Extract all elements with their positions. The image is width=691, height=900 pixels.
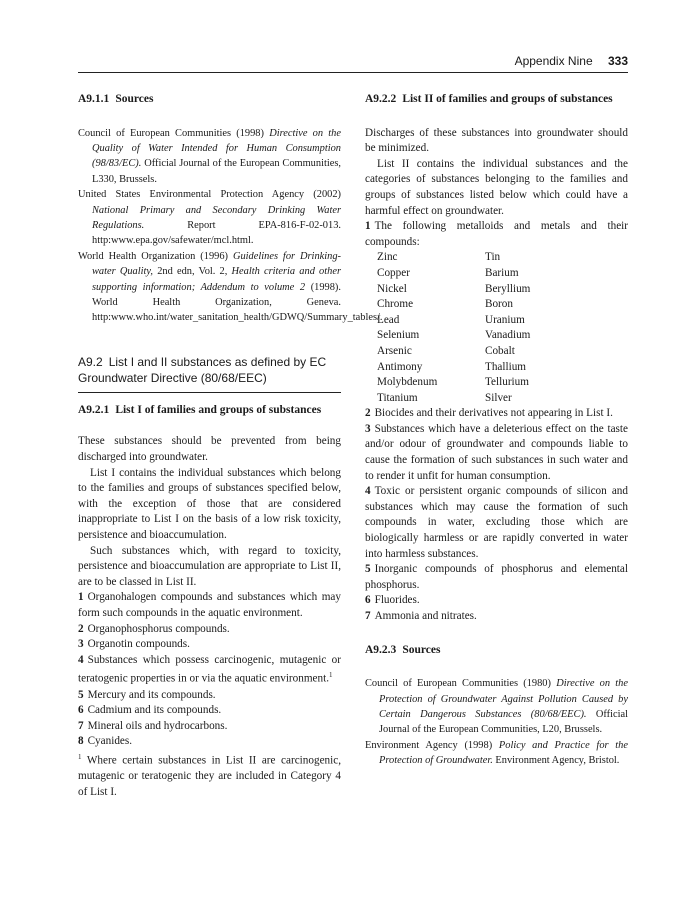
- ref-publisher: Environment Agency, Bristol.: [492, 755, 620, 767]
- right-column: [365, 92, 628, 769]
- item-text: Fluorides.: [374, 594, 420, 607]
- ref-edition: 2nd edn, Vol. 2,: [153, 266, 232, 278]
- list-item: [78, 637, 341, 653]
- list-item: [365, 484, 628, 562]
- item-text: Toxic or persistent organic compounds of silicon and substances which may cause the formation of such compounds in water, excluding those which are biologically harmless or are rapidly converted in water into harmless substances.: [365, 485, 628, 560]
- ref-publisher: Official Journal of the European Communities, L330, Brussels.: [92, 158, 341, 185]
- item-number: 1: [365, 220, 371, 233]
- item-number: 5: [78, 688, 84, 701]
- metal-name: Uranium: [485, 313, 525, 326]
- item-text: Substances which possess carcinogenic, mutagenic or teratogenic properties in or via the aquatic environment.: [78, 653, 341, 686]
- ref-author: Council of European Communities (1998): [78, 127, 270, 139]
- heading-number: A9.2: [78, 354, 103, 369]
- heading-number: A9.2.2: [365, 93, 397, 105]
- item-text: Mercury and its compounds.: [87, 688, 216, 701]
- item-number: 5: [365, 563, 371, 576]
- metal-name: Barium: [485, 266, 519, 279]
- heading-title: List I and II substances as defined by EC Groundwater Directive (80/68/EEC): [78, 354, 327, 385]
- metal-name: Antimony: [377, 360, 423, 373]
- list-item: [365, 562, 628, 593]
- item-text: Substances which have a deleterious effect on the taste and/or odour of groundwater and compounds liable to cause the formation of such substances in such water and to render it unfit for human consumption.: [365, 422, 628, 482]
- list-item: [365, 406, 628, 422]
- ref-publisher: Official Journal of the European Communities, L20, Brussels.: [379, 709, 628, 736]
- metals-table: [365, 250, 628, 406]
- item-number: 4: [78, 653, 84, 666]
- metal-name: Silver: [485, 391, 512, 404]
- item-text: Ammonia and nitrates.: [374, 610, 477, 622]
- metal-name: Boron: [485, 298, 513, 311]
- ref-title: Policy and Practice for the Protection of Groundwater.: [379, 739, 628, 767]
- running-header: [78, 54, 628, 72]
- item-text: Cadmium and its compounds.: [87, 704, 222, 717]
- item-number: 1: [78, 591, 84, 604]
- section-heading-a9-2: [78, 354, 341, 393]
- list-item: [365, 593, 628, 609]
- list-item: [78, 688, 341, 704]
- list-item: [78, 734, 341, 750]
- header-rule: [78, 72, 628, 73]
- item-number: 7: [78, 719, 84, 732]
- ref-author: Environment Agency (1998): [365, 739, 499, 751]
- heading-number: A9.1.1: [78, 93, 110, 105]
- ref-title: Guidelines for Drinking-water Quality,: [92, 250, 341, 278]
- item-number: 7: [365, 610, 371, 622]
- heading-title: Sources: [115, 93, 154, 105]
- metal-name: Lead: [377, 313, 400, 326]
- metal-name: Tellurium: [485, 376, 529, 389]
- list-item: [78, 622, 341, 638]
- list-item: [365, 422, 628, 484]
- ref-author: United States Environmental Protection Agency (2002): [78, 189, 341, 201]
- header-section-title: Appendix Nine: [514, 54, 593, 68]
- item-number: 6: [78, 704, 84, 717]
- metal-name: Vanadium: [485, 329, 531, 342]
- list-item: [365, 609, 628, 625]
- item-text: Organohalogen compounds and substances which may form such compounds in the aquatic environment.: [78, 591, 341, 619]
- item-number: 2: [365, 407, 371, 420]
- reference-entry: [365, 676, 628, 738]
- item-number: 2: [78, 622, 84, 635]
- item-text: Cyanides.: [87, 735, 133, 748]
- metal-name: Titanium: [377, 391, 418, 404]
- paragraph: Discharges of these substances into groundwater should be minimized.: [365, 126, 628, 155]
- spacer: [365, 625, 628, 643]
- heading-title: List I of families and groups of substances: [115, 403, 322, 416]
- list-item: [78, 719, 341, 735]
- metal-name: Molybdenum: [377, 376, 438, 389]
- footnote-text: Where certain substances in List II are carcinogenic, mutagenic or teratogenic they are included in Category 4 of List I.: [78, 754, 341, 798]
- sources-heading-a9-1-1: [78, 92, 341, 108]
- item-number: 3: [365, 422, 371, 435]
- item-number: 6: [365, 594, 371, 607]
- reference-entry: [78, 187, 341, 249]
- heading-number: A9.2.3: [365, 643, 397, 656]
- ref-title: Directive on the Protection of Groundwater Against Pollution Caused by Certain Dangerous Substances (80/68/EEC).: [379, 678, 628, 720]
- ref-subtitle: Health criteria and other supporting information; Addendum to volume 2: [92, 266, 341, 293]
- metal-name: Nickel: [377, 282, 407, 295]
- item-number: 4: [365, 485, 371, 498]
- sources-heading-a9-2-3: [365, 643, 628, 659]
- item-text: Biocides and their derivatives not appearing in List I.: [374, 407, 613, 420]
- footnote-mark: 1: [78, 753, 82, 762]
- metal-name: Selenium: [377, 329, 420, 342]
- metal-name: Copper: [377, 266, 410, 279]
- item-text: Organotin compounds.: [87, 638, 190, 651]
- page-number: 333: [607, 54, 628, 68]
- paragraph: List I contains the individual substances which belong to the families and groups of substances specified below, with the exception of those that are considered inappropriate to List I on the basis of a low risk toxicity, persistence and bioaccumulation.: [78, 466, 341, 542]
- item-text: Mineral oils and hydrocarbons.: [87, 719, 228, 732]
- paragraph: These substances should be prevented from being discharged into groundwater.: [78, 435, 341, 464]
- reference-entry: [365, 738, 628, 769]
- item-number: 3: [78, 638, 84, 651]
- ref-author: World Health Organization (1996): [78, 250, 233, 262]
- list-item: [78, 590, 341, 621]
- paragraph: List II contains the individual substances and the categories of substances belonging to the families and groups of substances listed below which could have a harmful effect on groundwater.: [365, 157, 628, 217]
- metal-name: Tin: [485, 251, 501, 264]
- reference-entry: [78, 249, 383, 326]
- metal-name: Arsenic: [377, 344, 412, 357]
- ref-publisher: Report EPA-816-F-02-013. http:www.epa.gov/safewater/mcl.html.: [92, 220, 341, 247]
- heading-title: Sources: [402, 643, 441, 656]
- ref-publisher: (1998). World Health Organization, Geneva. http:www.who.int/water_sanitation_health/GDWQ/Summary_tables/.: [92, 281, 383, 324]
- heading-number: A9.2.1: [78, 403, 110, 416]
- item-text: The following metalloids and metals and their compounds:: [365, 220, 628, 248]
- list-item: [78, 653, 341, 688]
- heading-title: List II of families and groups of substances: [402, 93, 613, 105]
- list2-heading: [365, 92, 628, 108]
- ref-author: Council of European Communities (1980): [365, 678, 557, 690]
- item-text: Organophosphorus compounds.: [87, 622, 230, 635]
- metal-name: Chrome: [377, 298, 414, 311]
- list-item: [78, 703, 341, 719]
- paragraph: Such substances which, with regard to toxicity, persistence and bioaccumulation are appropriate to List II, are to be classed in List II.: [78, 544, 341, 588]
- list-item: [365, 219, 628, 250]
- metal-name: Cobalt: [485, 344, 515, 357]
- item-text: Inorganic compounds of phosphorus and elemental phosphorus.: [365, 563, 628, 591]
- item-number: 8: [78, 735, 84, 748]
- footnote-marker: 1: [329, 671, 333, 680]
- list1-heading: [78, 403, 341, 419]
- ref-title: Directive on the Quality of Water Intended for Human Consumption (98/83/EC).: [92, 127, 341, 170]
- metal-name: Zinc: [377, 251, 398, 264]
- reference-entry: [78, 126, 341, 188]
- metal-name: Beryllium: [485, 282, 531, 295]
- footnote: [78, 750, 341, 801]
- metal-name: Thallium: [485, 360, 527, 373]
- ref-title: National Primary and Secondary Drinking Water Regulations.: [92, 204, 341, 232]
